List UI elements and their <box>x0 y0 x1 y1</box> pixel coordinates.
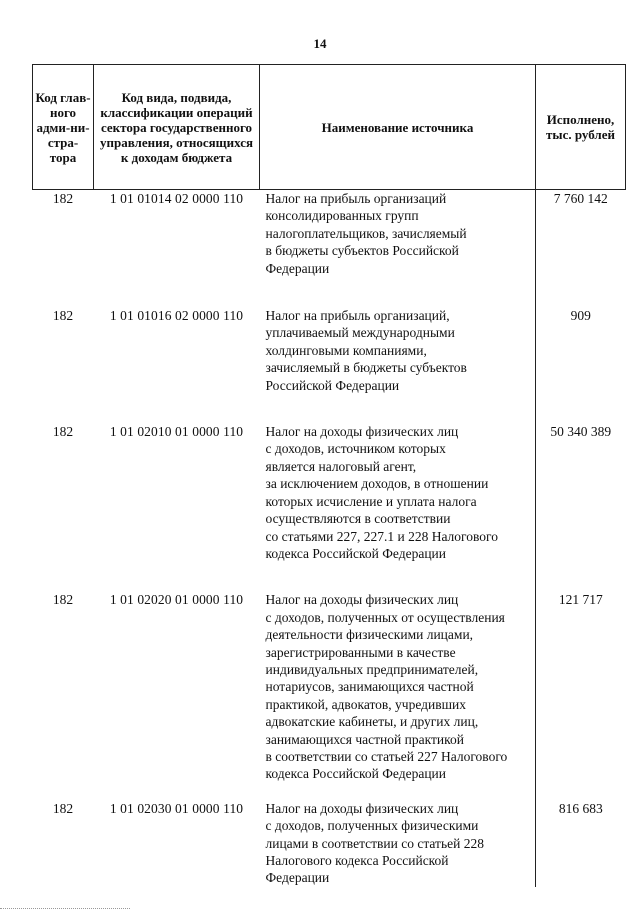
source-name-line: адвокатские кабинеты, и других лиц, <box>265 714 479 730</box>
table-row <box>33 190 626 308</box>
admin-code-cell: 182 <box>52 592 74 608</box>
source-name-line: лицами в соответствии со статьей 228 <box>265 835 484 851</box>
source-name-line: уплачиваемый международными <box>265 325 455 341</box>
source-name-line: с доходов, полученных от осуществления <box>265 609 505 625</box>
source-name-line: с доходов, источником которых <box>265 441 446 457</box>
executed-amount-cell: 7 760 142 <box>536 190 626 308</box>
source-name-line: зачисляемый в бюджеты субъектов <box>265 360 467 376</box>
source-name-line: кодекса Российской Федерации <box>265 766 447 782</box>
classification-code-cell: 1 01 02010 01 0000 110 <box>109 424 244 440</box>
budget-revenue-table <box>32 64 626 887</box>
header-classification-code-label: Код вида, подвида, классификации операций сектора государственного управления, относящихся к доходам бюджета <box>99 89 254 165</box>
source-name-line: Налог на доходы физических лиц <box>265 424 459 440</box>
source-name-line: деятельности физическими лицами, <box>265 627 474 643</box>
source-name-line: холдинговыми компаниями, <box>265 342 427 358</box>
source-name-line: с доходов, полученных физическими <box>265 818 479 834</box>
header-admin-code-label: Код глав-ного адми-ни-стра-тора <box>35 89 91 165</box>
admin-code-cell: 182 <box>52 308 74 324</box>
source-name-line: Федерации <box>265 260 330 276</box>
header-classification-code <box>94 65 260 190</box>
table-row <box>33 591 626 799</box>
classification-code-cell: 1 01 02020 01 0000 110 <box>109 592 244 608</box>
source-name-cell <box>260 307 536 423</box>
source-name-line: кодекса Российской Федерации <box>265 545 447 561</box>
table-row <box>33 307 626 423</box>
source-name-line: Налог на прибыль организаций, <box>265 308 450 324</box>
source-name-line: Налог на доходы физических лиц <box>265 800 459 816</box>
source-name-line: занимающихся частной практикой <box>265 731 464 747</box>
source-name-line: практикой, адвокатов, учредивших <box>265 696 466 712</box>
source-name-line: со статьями 227, 227.1 и 228 Налогового <box>265 528 498 544</box>
source-name-cell <box>260 190 536 308</box>
header-source-name-label: Наименование источника <box>321 119 474 135</box>
admin-code-cell: 182 <box>52 424 74 440</box>
source-name-line: Налогового кодекса Российской <box>265 853 449 868</box>
classification-code-cell: 1 01 01014 02 0000 110 <box>109 191 244 206</box>
source-name-line: за исключением доходов, в отношении <box>265 476 489 492</box>
source-name-line: осуществляются в соответствии <box>265 511 451 527</box>
admin-code-cell: 182 <box>52 191 74 206</box>
source-name-line: Федерации <box>265 870 330 886</box>
source-name-line: зарегистрированными в качестве <box>265 644 456 660</box>
header-admin-code <box>33 65 94 190</box>
table-row <box>33 423 626 591</box>
source-name-line: нотариусов, занимающихся частной <box>265 679 474 695</box>
source-name-line: налогоплательщиков, зачисляемый <box>265 225 467 241</box>
executed-amount-cell: 816 683 <box>536 800 626 887</box>
source-name-line: индивидуальных предпринимателей, <box>265 661 479 677</box>
executed-amount-cell: 50 340 389 <box>536 423 626 591</box>
source-name-line: является налоговый агент, <box>265 458 417 474</box>
source-name-line: Налог на прибыль организаций <box>265 191 447 206</box>
source-name-line: в соответствии со статьей 227 Налогового <box>265 748 508 764</box>
source-name-line: консолидированных групп <box>265 208 419 224</box>
source-name-line: которых исчисление и уплата налога <box>265 493 477 509</box>
table-body <box>33 190 626 887</box>
source-name-cell <box>260 423 536 591</box>
source-name-line: Российской Федерации <box>265 377 400 393</box>
classification-code-cell: 1 01 01016 02 0000 110 <box>109 308 244 324</box>
admin-code-cell: 182 <box>52 800 74 816</box>
source-name-line: в бюджеты субъектов Российской <box>265 243 459 259</box>
header-source-name <box>260 65 536 190</box>
header-executed-amount <box>536 65 626 190</box>
header-executed-amount-label: Исполнено, тыс. рублей <box>546 112 615 142</box>
table-header-row <box>33 65 626 190</box>
classification-code-cell: 1 01 02030 01 0000 110 <box>109 800 244 816</box>
table-row <box>33 800 626 887</box>
page-number: 14 <box>313 36 327 51</box>
executed-amount-cell: 909 <box>536 307 626 423</box>
executed-amount-cell: 121 717 <box>536 591 626 799</box>
source-name-line: Налог на доходы физических лиц <box>265 592 459 608</box>
source-name-cell <box>260 591 536 799</box>
source-name-cell <box>260 800 536 887</box>
